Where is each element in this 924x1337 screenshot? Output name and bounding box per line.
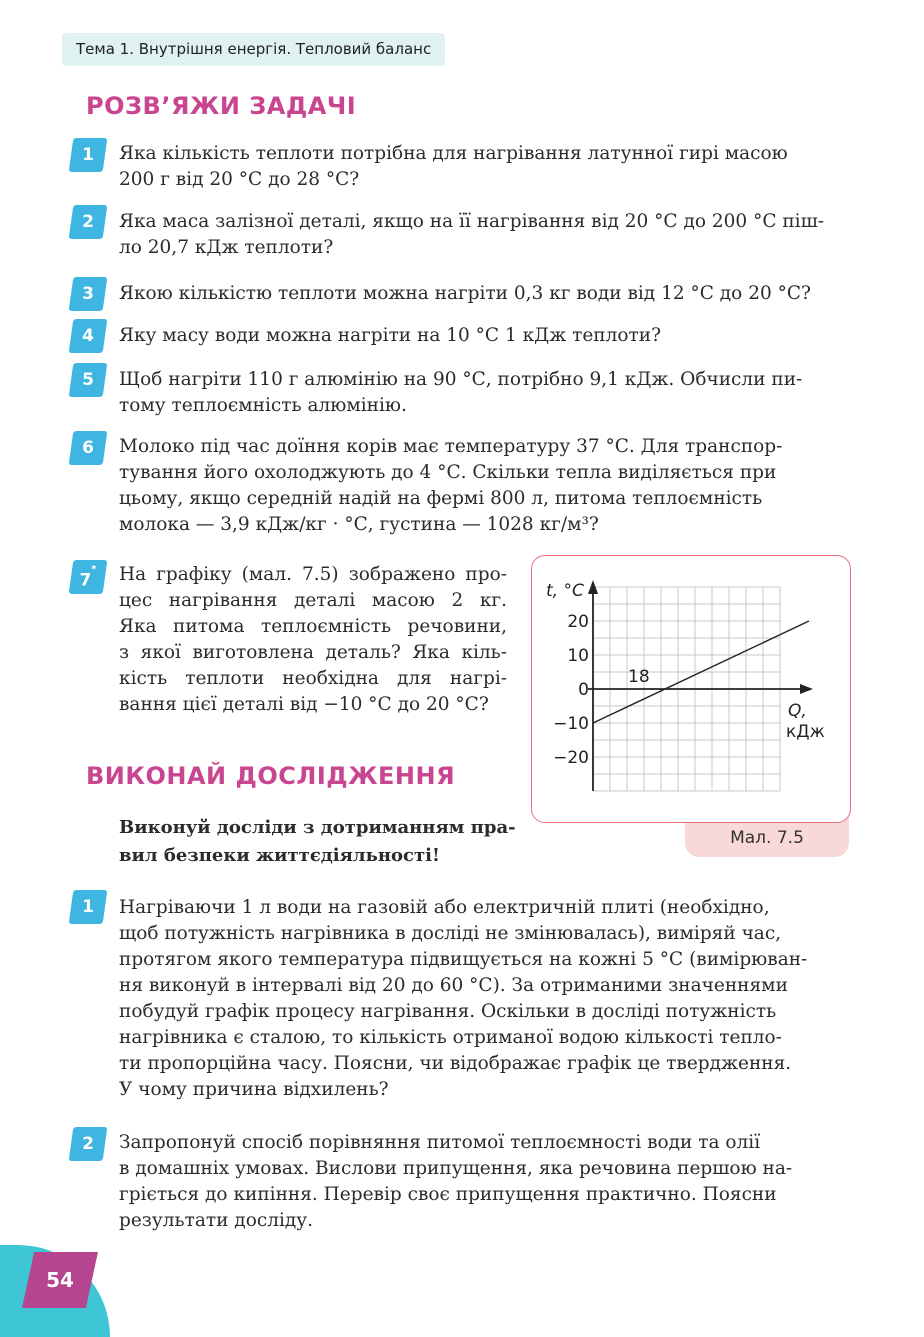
y-tick-label: 20 [567, 612, 589, 632]
y-tick-label: −10 [553, 714, 589, 734]
task-number-badge: 7* [71, 560, 105, 594]
section-title-problems: РОЗВ’ЯЖИ ЗАДАЧІ [86, 92, 357, 120]
chart-frame [531, 555, 851, 823]
task-text: Молоко під час доїння корів має температуру 37 °С. Для транспор- тування його охолоджують до 4 °С. Скільки тепла виділяється при цьому, якщо середній надій на фермі 800 л, питома теплоємність молока — 3,9 кДж/кг · °С, густина — 1028 кг/м³? [119, 436, 783, 535]
task-number-badge: 6 [71, 431, 105, 465]
task-text: На графіку (мал. 7.5) зображено про- цес нагрівання деталі масою 2 кг. Яка питома теплоємність речовини, з якої виготовлена деталь? Яка кіль- кість теплоти необхідна для нагрі- вання цієї деталі від −10 °С до 20 °С? [119, 564, 507, 715]
task-number-badge: 5 [71, 363, 105, 397]
x-axis-arrow [800, 684, 813, 694]
task-number-badge: 3 [71, 277, 105, 311]
y-tick-label: 0 [578, 680, 589, 700]
safety-note: Виконуй досліди з дотриманням пра- вил безпеки життєдіяльності! [119, 817, 516, 866]
task-text: Яка маса залізної деталі, якщо на її нагрівання від 20 °С до 200 °С піш- ло 20,7 кДж теплоти? [119, 211, 825, 258]
research-number-badge: 1 [71, 890, 105, 924]
chart-caption: Мал. 7.5 [685, 811, 849, 857]
task-text: Якою кількістю теплоти можна нагріти 0,3 кг води від 12 °С до 20 °С? [119, 283, 811, 304]
heating-chart [532, 556, 850, 822]
chart-annotation: 18 [628, 667, 650, 687]
research-task-text: Запропонуй спосіб порівняння питомої теплоємності води та олії в домашніх умовах. Вислови припущення, яка речовина першою на- гріється до кипіння. Перевір своє припущення практично. Поясни результати досліду. [119, 1132, 793, 1231]
chart-axes [588, 580, 813, 791]
y-tick-label: 10 [567, 646, 589, 666]
task-number-badge: 2 [71, 205, 105, 239]
chart-ticks [553, 612, 589, 768]
topic-header: Тема 1. Внутрішня енергія. Тепловий баланс [62, 33, 445, 66]
y-tick-label: −20 [553, 748, 589, 768]
task-text: Щоб нагріти 110 г алюмінію на 90 °С, потрібно 9,1 кДж. Обчисли пи- тому теплоємність алюмінію. [119, 369, 803, 416]
x-axis-label-unit: кДж [786, 722, 825, 742]
y-axis-label: t, °С [546, 581, 584, 601]
task-text: Яку масу води можна нагріти на 10 °С 1 кДж теплоти? [119, 325, 662, 346]
task-number-badge: 1 [71, 138, 105, 172]
x-axis-label-var: Q, [788, 701, 807, 721]
section-title-research: ВИКОНАЙ ДОСЛІДЖЕННЯ [86, 762, 456, 790]
task-text: Яка кількість теплоти потрібна для нагрівання латунної гирі масою 200 г від 20 °С до 28 °С? [119, 143, 788, 190]
research-number-badge: 2 [71, 1127, 105, 1161]
research-task-text: Нагріваючи 1 л води на газовій або електричній плиті (необхідно, щоб потужність нагрівника в досліді не змінювалась), виміряй час, протягом якого температура підвищується на кожні 5 °С (вимірюван- ня виконуй в інтервалі від 20 до 60 °С). За отриманими значеннями побудуй графік процесу нагрівання. Оскільки в досліді потужність нагрівника є сталою, то кількість отриманої водою кількості тепло- ти пропорційна часу. Поясни, чи відображає графік це твердження. У чому причина відхилень? [119, 897, 808, 1100]
page-number: 54 [22, 1252, 98, 1308]
task-number-badge: 4 [71, 319, 105, 353]
